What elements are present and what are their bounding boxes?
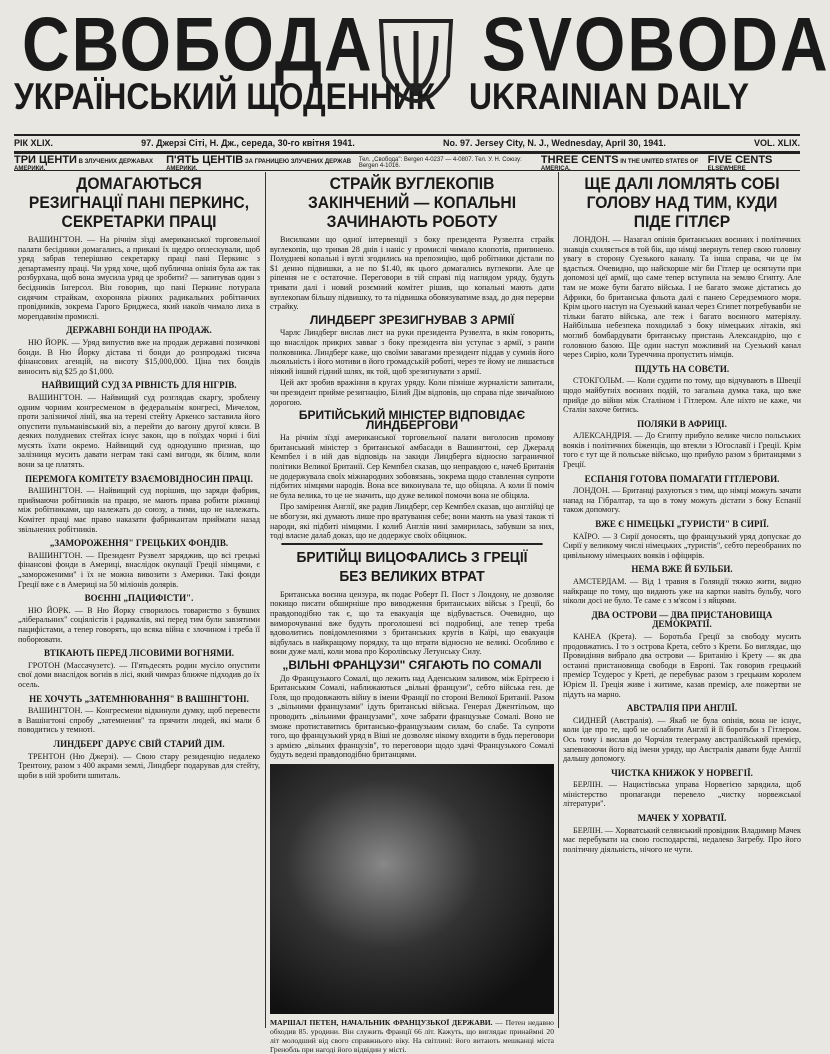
subhead: НЕ ХОЧУТЬ „ЗАТЕМНЮВАННЯ" В ВАШІНГТОНІ. — [29, 693, 249, 704]
photo-caption — [270, 1018, 554, 1054]
subhead: ЧИСТКА КНИЖОК У НОРВЕГІЇ. — [611, 767, 753, 778]
article-text: ВАШИНГТОН. — Конгресмени відкинули думку, щоб перевести в Вашінгтоні спробу „затемнення" та прячити людей, які мали б поводитись у темноті. — [18, 706, 260, 735]
price-uk-3: ТРИ ЦЕНТИ — [14, 153, 77, 166]
subhead: ПОЛЯКИ В АФРИЦІ. — [637, 418, 727, 429]
article-text: НЮ ЙОРК. — В Ню Йорку створилось товариство з бувших „ліберальних" соціялістів і радикалів, які перед тим були завзятими пацифістами, а тепер говорять, що всяка війна є злочином і треба її поборювати. — [18, 605, 260, 644]
caption-text: — Петен недавно обходив 85. уродини. Він служить Франції 66 літ. Кажуть, що виглядає принаймні 20 літ молодший від свого справжнього віку. На світлині: його витають мешканці міста Гренобль при нагоді його відвідин у місті. — [270, 1017, 554, 1054]
price-note: IN THE UNITED STATES OF AMERICA. — [540, 158, 699, 172]
subhead: „ЗАМОРОЖЕННЯ" ГРЕЦЬКИХ ФОНДІВ. — [49, 538, 229, 549]
article-text: ТРЕНТОН (Ню Джерзі). — Свою стару резиденцію недалеко Трентону, разом з 400 акрами землі, Линдберг подарував для стейту, щоби в ній зробити шпиталь. — [18, 751, 260, 780]
headline-lindbergh: ЛИНДБЕРГ ЗРЕЗИГНУВАВ З АРМІЇ — [309, 312, 515, 327]
article-text: БЕРЛІН. — Хорватський селянський провідник Владимир Мачек має перебувати на свою господарстві, недалеко Загребу. Про його політичну діяльність, нічого не чути. — [563, 825, 801, 854]
article-text: ГРОТОН (Массачузетс). — П'ятьдесять родин мусіло опустити свої доми внаслідок вогнів в лісі, який чимраз ближче підходив до їх осель. — [18, 660, 260, 689]
subhead: АВСТРАЛІЯ ПРИ АНГЛІЇ. — [626, 703, 738, 714]
headline-coal-strike: СТРАЙК ВУГЛЕКОПІВ ЗАКІНЧЕНИЙ — КОПАЛЬНІ ЗАЧИНАЮТЬ РОБОТУ — [307, 174, 517, 231]
subhead: ВЖЕ Є НІМЕЦЬКІ „ТУРИСТИ" В СИРІЇ. — [595, 519, 769, 530]
title-english: SVOBODA — [482, 1, 830, 87]
headline-perkins: ДОМАГАЮТЬСЯ РЕЗИГНАЦІЇ ПАНІ ПЕРКИНС, СЕКРЕТАРКИ ПРАЦІ — [28, 174, 250, 231]
price-note: ELSEWHERE — [707, 165, 746, 172]
subtitle-ukrainian: УКРАЇНСЬКИЙ ЩОДЕННИК — [14, 76, 436, 117]
article-text: Цей акт зробив вражіння в кругах уряду. Коли пізніше журналісти запитали, чи президент прийме резигнацію, Білий Дім відповів, що справа піде звичайною дорогою. — [270, 378, 554, 407]
masthead — [14, 1, 830, 124]
issue-en: No. 97. Jersey City, N. J., Wednesday, April 30, 1941. — [443, 138, 666, 148]
issue-uk: 97. Джерзі Сіті, Н. Дж., середа, 30-го квітня 1941. — [141, 138, 355, 148]
dateline — [14, 136, 800, 150]
volume-label: VOL. XLIX. — [753, 138, 800, 148]
article-text: СТОКГОЛЬМ. — Коли судити по тому, що відчувають в Швеції щодо майбутніх воєнних подій, то загальна думка така, що вже прийде до війни між Сталіном і Гітлером. Але ніхто не каже, чи Сталін захоче битись. — [563, 376, 801, 415]
subhead: ПЕРЕМОГА КОМІТЕТУ ВЗАЄМОВІДНОСИН ПРАЦІ. — [25, 473, 253, 484]
headline-greece: БРИТІЙЦІ ВИЦОФАЛИСЬ З ГРЕЦІЇ БЕЗ ВЕЛИКИХ ВТРАТ — [281, 543, 542, 586]
phone-numbers: Тел. „Свобода": Bergen 4-0237 — 4-0807. Тел. У. Н. Союзу: Bergen 4-1016. — [358, 156, 522, 169]
subhead: ДВА ОСТРОВИ — ДВА ПРИСТАНОВИЩА ДЕМОКРАТІЇ. — [591, 609, 773, 630]
caption-title: МАРШАЛ ПЕТЕН, НАЧАЛЬНИК ФРАНЦУЗЬКОЇ ДЕРЖАВИ. — [270, 1017, 493, 1027]
subhead: ВТІКАЮТЬ ПЕРЕД ЛІСОВИМИ ВОГНЯМИ. — [44, 648, 234, 659]
price-bar — [14, 155, 800, 170]
trident-emblem-icon — [376, 16, 456, 126]
article-text: ВАШИНГТОН. — Президент Рузвелт заряджив, що всі грецькі фінансові фонди в Америці, внаслідок окупації Греції німцями, є „замороженими" і їх не можна вивозити з Америки. Такі фонди Греції вже є в Америці на 50 міліонів долярів. — [18, 550, 260, 589]
article-text: Про замірення Англії, яке радив Линдберг, сер Кемпбел сказав, що англійці це не вбогузи, які думають лише про вратування себе; вони мають на увазі також ті народи, які підбиті німцями. І колиб Англія нині замирилась, забувши за них, тоді власне далаб доказ, що не додержує своїх обіцянок. — [270, 502, 554, 541]
article-text: АЛЕКСАНДРІЯ. — До Єгипту прибуло велике число польських вояків і політичних біженців, що втекли з Югославії і Греції. Крім того є тут ще й польське військо, що прибуло разом з британцями з Греції. — [563, 431, 801, 470]
subhead: МАЧЕК У ХОРВАТІЇ. — [637, 813, 727, 824]
article-text: НЮ ЙОРК. — Уряд випустив вже на продаж державні позичкові бонди. В Ню Йорку дістава ті бонди до розпродажі тисяча фінансових агенцій, на висоту $15,000,000. Ціна тих бондів виносить від $25 до $1,000. — [18, 337, 260, 376]
subtitle-english: UKRAINIAN DAILY — [469, 76, 749, 117]
headline-free-french: „ВІЛЬНІ ФРАНЦУЗИ" СЯГАЮТЬ ПО СОМАЛІ — [282, 657, 542, 672]
subhead: ЛИНДБЕРГ ДАРУЄ СВІЙ СТАРИЙ ДІМ. — [53, 738, 225, 749]
article-text: ВАШИНГТОН. — Найвищий суд розглядав скаргу, зроблену одним чорним конгресменом в федеральнім конгресі, Мичелом, проти залізничої лінії, яка на терені стейту Аркенсо заставила його опустити пульманівський віз, а перейти до вагону другої кляси. В деяких полудневих стейтах існує закон, що в поїздах чорні і білі мусять їхати окремо. Найвищий суд однодушно признав, що залізниця мусить давати неграм такі самі вигоди, як білим, коли вони за це платять. — [18, 392, 260, 470]
article-text: БЕРЛІН. — Нацистівська управа Норвегією зарядила, щоб міністерство пропаганди перевело „чистку норвежської літератури". — [563, 780, 801, 809]
article-text: ЛОНДОН. — Британці рахуються з тим, що німці можуть зачати напад на Гібралтар, та що в тому можуть дістати з боку Еспанії також допомогу. — [563, 486, 801, 515]
subhead: НЕМА ВЖЕ Й БУЛЬБИ. — [631, 564, 733, 575]
headline-hitler: ЩЕ ДАЛІ ЛОМЛЯТЬ СОБІ ГОЛОВУ НАД ТИМ, КУДИ ПІДЕ ГІТЛЄР — [584, 174, 780, 231]
title-ukrainian: СВОБОДА — [22, 1, 374, 87]
article-text: СИДНЕЙ (Австралія). — Якаб не була опінія, вона не існує, коли іде про те, щоб не ослабити Англії й її боротьби з Гітлером. Ось тому і вислав до Чорчіля телеграму австралійський премієр, запевнюючи його від імени уряду, що Австралія давати буде Англії дальшу допомогу. — [563, 715, 801, 764]
price-note: ЗА ГРАНИЦЕЮ ЗЛУЧЕНИХ ДЕРЖАВ АМЕРИКИ. — [166, 158, 352, 172]
article-text: КАЇРО. — З Сирії доносять, що французький уряд допускає до Сирії у великому числі німецьких „туристів", себто переобраних по цивільному німецьких вояків і офіцирів. — [563, 531, 801, 560]
article-text: ВАШИНГТОН. — На річнім зїзді американської торговельної палати бесідники домагались, а прикані їх щедро оплескували, щоб уряд забрав теперішню секретарку праці пані Перкинс з департаменту праці. Чи уряд хоче, щоб публична опінія була аж так розбурхана, щоб вона змусила уряд це зробити? — запитував один з бесідників Інгерсол. Він говорив, що пані Перкинс потурала сидячим страйкам, охороняла ріжних радикальних робітничих провідників, зокрема Гарого Бриджеса, який накоїв чимало лиха в морепдавнім промислі. — [18, 235, 260, 321]
article-text: АМСТЕРДАМ. — Від 1 травня в Голяндії тяжко жити, видно найкраще по тому, що видають уже на картки навіть бульбу, чого ніколи досі не було. Те саме є з м'ясом і з яйцями. — [563, 577, 801, 606]
subhead: ДЕРЖАВНІ БОНДИ НА ПРОДАЖ. — [66, 325, 212, 336]
year-label: РІК XLIX. — [14, 138, 54, 148]
article-text: Висилками що одної інтервенції з боку президента Рузвелта страйк вуглекопів, що тривав 28 днів і наніс у промислі чимало клопотів, припинено. Полудневі копальні і вуглі згодились на препозицію, щоб робітники дістали по $1 денно підвишки, а не по $1.40, як цього домагались вуглекопи. Але це ріпення не є остаточне. Переговори в тій справі під наглядом уряду, будуть тривати далі і новий розємний комітет рішив, що копальні мають дати вуглекопам більшу підвишку, то та підвишка обовязуватиме взад, до дня перерви страйку. — [270, 235, 554, 312]
center-column — [270, 172, 554, 1054]
right-column — [563, 172, 801, 1030]
article-text: До Французького Сомалі, що лежить над Аденським заливом, між Ерітреєю і Британським Сомалі, наближаються „вільні французи", себто війська ген. де Голя, що продовжають війну в імени Франції по стороні Великої Британії. Разом з „вільними французами" ідуть британські війська. Генерал Джентільом, що проводить „вільними французами", хоче забрати французьке Сомалі. Воно не зможе протиставитись британсько-французьким силам, бо слабе. Та супроти того, що французький уряд в Віші не дозволяє нікому входити в будь переговори з армією „вільних французів", то переговори щодо здачі Французького Сомалі будуть ведені правдоподібно британцями. — [270, 673, 554, 760]
article-text: На річнім зїзді американської торговельної палати виголосив промову британський міністер з британської амбасади в Вашингтоні, сер Джералд Кемпбел і в ній дав відповідь на закиди Линдберга відносно заграничної політики Великої Британії. Сер Кемпбел сказав, що неправдою є, начеб Британія не додержувала своїх міжнародних зобовязань, зокрема щодо ставлення супроти підбитих німцями народів. Вона все виконувала те, що обіцяла. А коли її поміч не була велика, то це не значить, що дуже великої помочи вона не обіцяла. — [270, 433, 554, 500]
subhead: ВОЄННІ „ПАЦИФІСТИ". — [84, 593, 194, 604]
article-text: Британська воєнна цензура, як подає Роберт П. Пост з Лондону, не дозволяє покищо писати обширніше про виводження британських військ з Греції, бо правдоподібно так є, що та евакуація ще відбувається. Очевидно, що виморочуванні вже будуть проголошені всі подробиці, але тепер треба вдоволитись повідомленнями з британських кругів в Каїрі, що евакуація відбулась в найкращому порядку, та що втрати відносно не великі. Особливо є вони дуже малі, коли мова про Королівську Летунську Силу. — [270, 589, 554, 657]
price-en-3: THREE CENTS — [540, 153, 619, 166]
headline-british-minister: БРИТІЙСЬКИЙ МІНІСТЕР ВІДПОВІДАЄ ЛИНДБЕРГОВИ — [298, 408, 526, 432]
left-column — [18, 172, 260, 1022]
subhead: ЕСПАНІЯ ГОТОВА ПОМАГАТИ ГІТЛЕРОВИ. — [584, 473, 780, 484]
price-uk-5: П'ЯТЬ ЦЕНТІВ — [166, 153, 244, 166]
price-en-5: FIVE CENTS — [707, 153, 773, 166]
article-text: Чарлс Линдберг вислав лист на руки президента Рузвелта, в якім говорить, що внаслідок прикрих завваг з боку президента він уступає з армії, з ранґи полковника. Линдберг каже, що своїми завагами президент піддав у сумнів його льояльність і його мотиви в його громадській роботі, через те йому не лишається ніякий інший гідний шлях, як той, щоб зрезигнувати з армії. — [270, 328, 554, 376]
article-text: КАНЕА (Крета). — Боротьба Греції за свободу мусить продовжатись. І то з острова Крета, себто з Крети. Бо виглядає, що Провидіння вибрало два острови — Британію і Крету — як два останні пристановища свободи в Европі. Так говорив грецький премієр Тсудерос у Креті, де перебуває разом з грецьким королем Юрієм II. Греція живе і житиме, казав премієр, але пожертви не підуть на марно. — [563, 631, 801, 699]
subhead: ПІДУТЬ НА СОВЄТИ. — [634, 363, 730, 374]
subhead: НАЙВИЩИЙ СУД ЗА РІВНІСТЬ ДЛЯ НІГРІВ. — [41, 380, 237, 391]
article-text: ВАШИНГТОН. — Найвищий суд порішив, що заряди фабрик, приймаючи робітників на працю, не мають права робити ріжниці між робітниками, що належать до союзу, а тими, що не належать. Комітет праці має право наказати фабрикантам приймати назад звільнених робітників. — [18, 486, 260, 534]
photo-marshal-petain — [270, 764, 554, 1014]
price-note: В ЗЛУЧЕНИХ ДЕРЖАВАХ АМЕРИКИ. — [14, 158, 154, 172]
article-text: ЛОНДОН. — Назагал опінія британських воєнних і політичних знавців схиляється в той бік, що німці звернуть тепер свою головну увагу в сторону Суезького каналу. Та інша справа, чи це їм вдасться. Очевидно, що найскорше міг би Гітлер це осягнути при допомозі цеї армії, що саме тепер вступила на землю Єгипту. Але там не може бути багато війська. І не багато зможе дістатись до Африки, бо британська фльота далі є панею Середземного моря. Крім цього наступ на Суезький канал через Єгипет потребувавби не тільки багато війська, але теж і багато воєнного матеріялу. Найбільша небезпека походилаб з боку німецьких літаків, які моглиб бомбардувати британську пристань Александрію, що є головною базою. Ще один наступ можливий на Суезький канал через Сирію, коли Туреччина пропустить німців. — [563, 235, 801, 360]
